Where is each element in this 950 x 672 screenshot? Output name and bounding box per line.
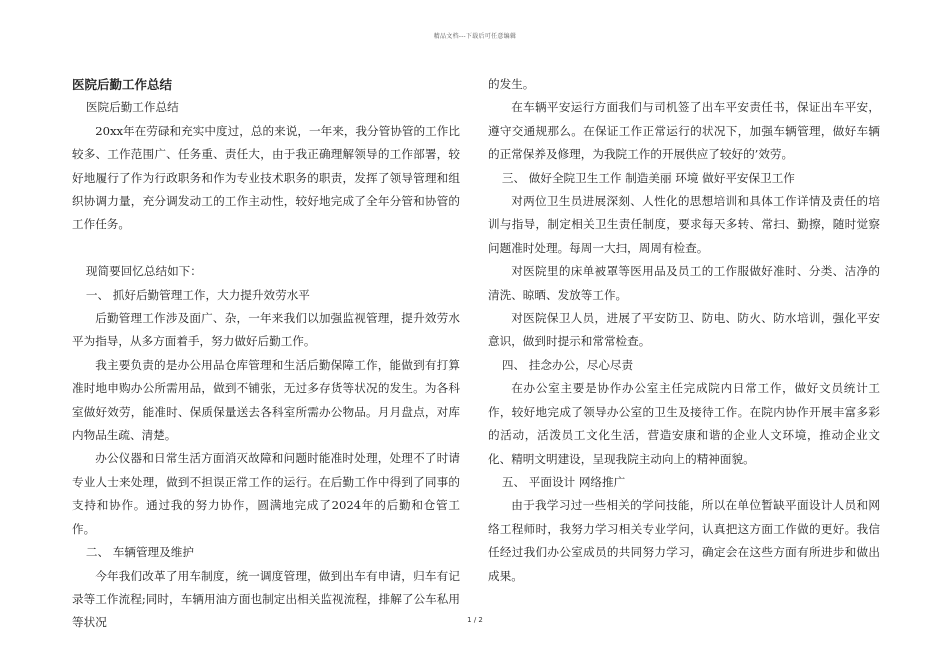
body-paragraph: 由于我学习过一些相关的学问技能，所以在单位暂缺平面设计人员和网络工程师时，我努力学习相关专业学问，认真把这方面工作做的更好。我信任经过我们办公室成员的共同努力学习，确定会在这些方面有所进步和做出成果。 bbox=[488, 498, 880, 583]
document-title: 医院后勤工作总结 bbox=[72, 77, 173, 92]
section-heading-2: 二、 车辆管理及维护 bbox=[85, 545, 194, 560]
body-paragraph: 今年我们改革了用车制度，统一调度管理，做到出车有申请，归车有记录等工作流程;同时，车辆用油方面也制定出相关监视流程，排解了公车私用等状况 bbox=[72, 568, 460, 630]
subtitle-paragraph: 医院后勤工作总结 bbox=[85, 100, 179, 115]
section-heading-4: 四、 挂念办公，尽心尽责 bbox=[501, 357, 634, 372]
body-paragraph: 对医院里的床单被罩等医用品及员工的工作服做好准时、分类、洁净的清洗、晾晒、发放等工作。 bbox=[488, 264, 880, 302]
section-heading-5: 五、 平面设计 网络推广 bbox=[501, 474, 626, 489]
left-column bbox=[72, 73, 460, 635]
body-paragraph: 我主要负责的是办公用品仓库管理和生活后勤保障工作，能做到有打算准时地申购办公所需用品，做到不铺张，无过多存货等状况的发生。为各科室做好效劳，能准时、保质保量送去各科室所需办公物品。月月盘点，对库内物品生疏、清楚。 bbox=[72, 357, 460, 443]
blank-line bbox=[72, 237, 460, 260]
continued-paragraph: 的发生。 bbox=[488, 77, 535, 91]
summary-lead-paragraph: 现简要回忆总结如下： bbox=[85, 264, 202, 279]
intro-paragraph: 20xx年在劳碌和充实中度过，总的来说，一年来，我分管协管的工作比较多、工作范围广、任务重、责任大，由于我正确理解领导的工作部署，较好地履行了作为行政职务和作为专业技术职务的职责，发挥了领导管理和组织协调力量，充分调发动工的工作主动性，较好地完成了全年分管和协管的工作任务。 bbox=[72, 123, 460, 232]
body-paragraph: 对医院保卫人员，进展了平安防卫、防电、防火、防水培训，强化平安意识，做到时提示和常常检查。 bbox=[488, 311, 880, 349]
page-number: 1 / 2 bbox=[467, 616, 483, 624]
body-paragraph: 办公仪器和日常生活方面消灭故障和问题时能准时处理，处理不了时请专业人士来处理，做到不担误正常工作的运行。在后勤工作中得到了同事的支持和协作。通过我的努力协作，圆满地完成了2024年的后勤和仓管工作。 bbox=[72, 451, 460, 536]
section-heading-3: 三、 做好全院卫生工作 制造美丽 环境 做好平安保卫工作 bbox=[501, 170, 795, 185]
section-heading-1: 一、 抓好后勤管理工作，大力提升效劳水平 bbox=[85, 287, 310, 302]
right-column bbox=[488, 73, 880, 588]
page-header: 精品文档---下载后可任意编辑 bbox=[433, 33, 517, 40]
body-paragraph: 在车辆平安运行方面我们与司机签了出车平安责任书，保证出车平安，遵守交通规那么。在保证工作正常运行的状况下，加强车辆管理，做好车辆的正常保养及修理，为我院工作的开展供应了较好的’效劳。 bbox=[488, 100, 880, 162]
body-paragraph: 后勤管理工作涉及面广、杂，一年来我们以加强监视管理，提升效劳水平为指导，从多方面着手，努力做好后勤工作。 bbox=[72, 311, 460, 349]
body-paragraph: 对两位卫生员进展深刻、人性化的思想培训和具体工作详情及责任的培训与指导，制定相关卫生责任制度，要求每天多转、常扫、勤擦，随时觉察问题准时处理。每周一大扫，周周有检查。 bbox=[488, 194, 880, 255]
body-paragraph: 在办公室主要是协作办公室主任完成院内日常工作，做好文员统计工作，较好地完成了领导办公室的卫生及接待工作。在院内协作开展丰富多彩的活动，活泼员工文化生活，营造安康和谐的企业人文环境，推动企业文化、精明文明建设，呈现我院主动向上的精神面貌。 bbox=[488, 381, 880, 466]
